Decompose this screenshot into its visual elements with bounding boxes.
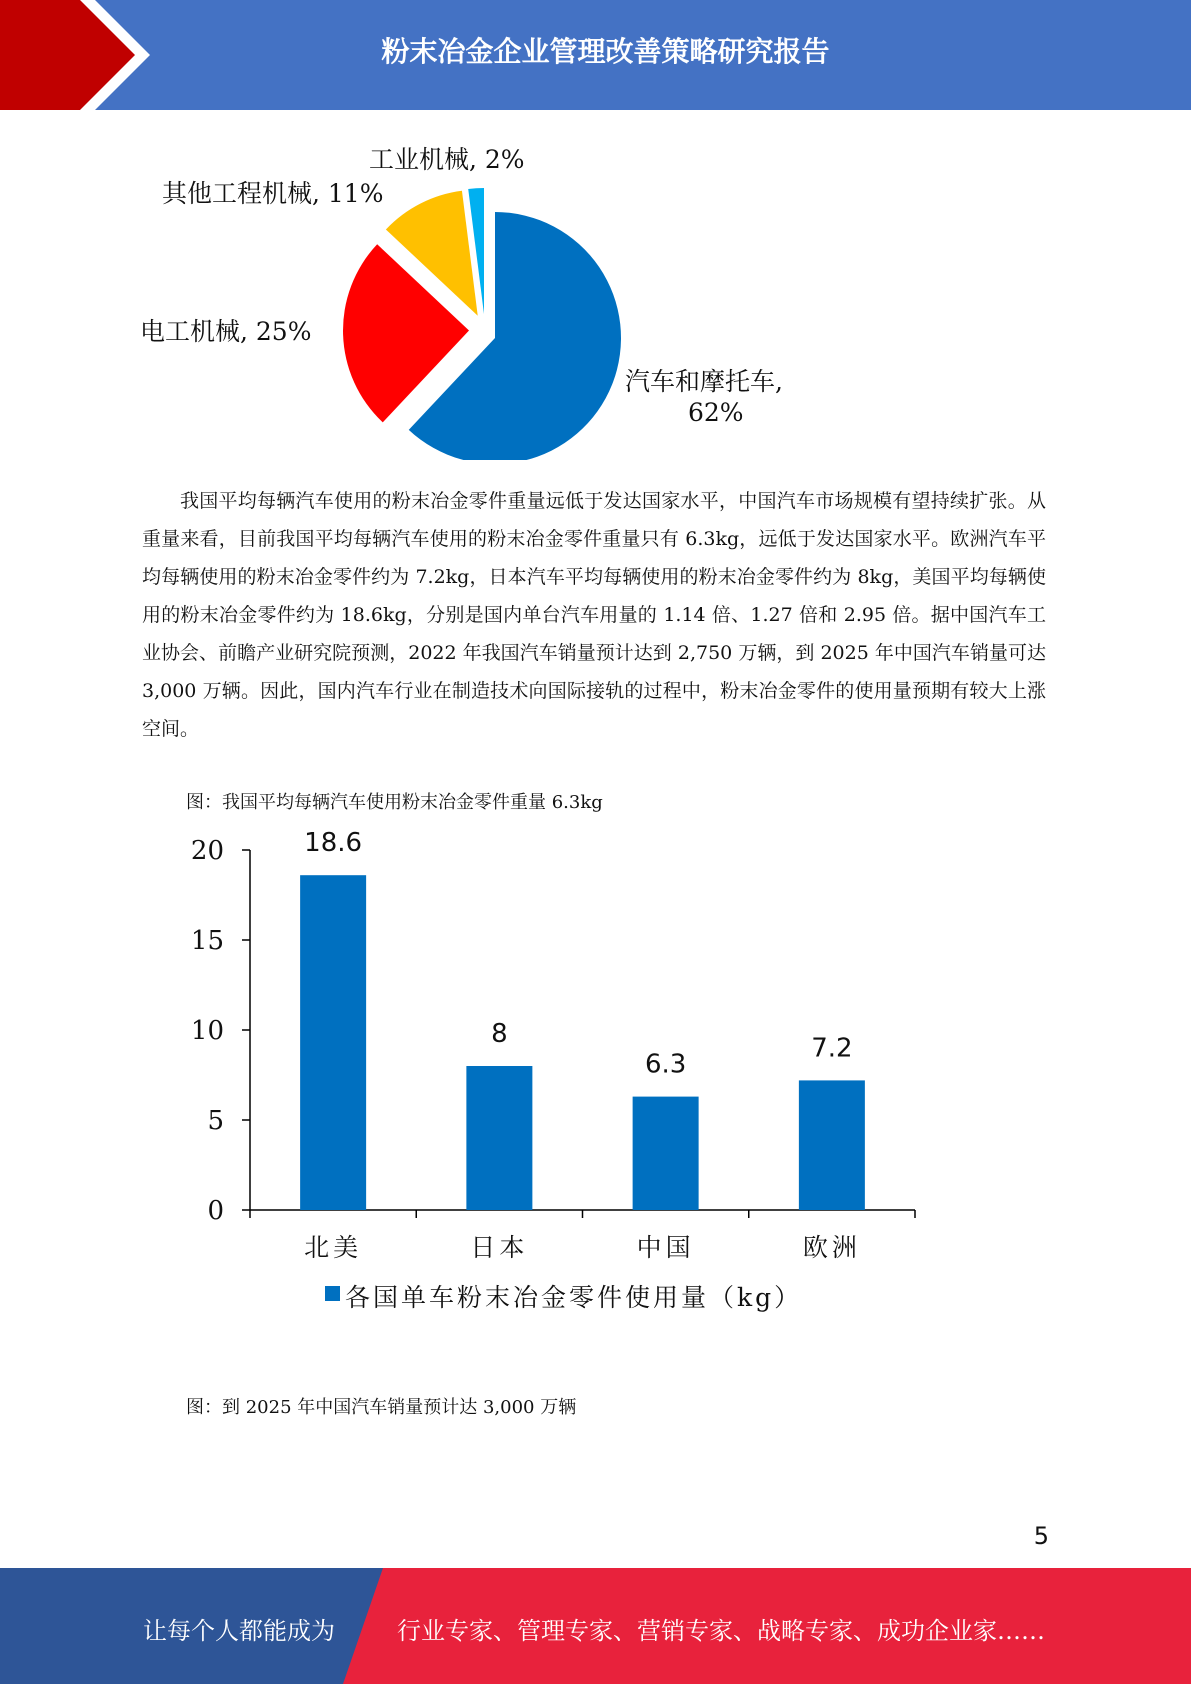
pie-chart xyxy=(120,130,840,460)
body-paragraph xyxy=(142,482,1046,748)
bar-value-label: 7.2 xyxy=(811,1033,853,1064)
pie-label-auto-value: 62% xyxy=(688,398,744,427)
paragraph-text: 我国平均每辆汽车使用的粉末冶金零件重量远低于发达国家水平，中国汽车市场规模有望持续扩张。从重量来看，目前我国平均每辆汽车使用的粉末冶金零件重量只有 6.3kg，远低于发达国家水平。欧洲汽车平均每辆使用的粉末冶金零件约为 7.2kg，日本汽车平均每辆使用的粉末冶金零件约为 8kg，美国平均每辆使用的粉末冶金零件约为 18.6kg，分别是国内单台汽车用量的 1.14 倍、1.27 倍和 2.95 倍。据中国汽车工业协会、前瞻产业研究院预测，2022 年我国汽车销量预计达到 2,750 万辆，到 2025 年中国汽车销量可达 3,000 万辆。因此，国内汽车行业在制造技术向国际接轨的过程中，粉末冶金零件的使用量预期有较大上涨空间。 xyxy=(142,490,1046,740)
pie-label-auto: 汽车和摩托车, xyxy=(625,367,783,396)
page-header xyxy=(0,0,1191,110)
footer-slogan-right: 行业专家、管理专家、营销专家、战略专家、成功企业家…… xyxy=(397,1617,1045,1645)
bar-chart-svg xyxy=(180,820,940,1340)
y-tick-label: 20 xyxy=(190,836,224,866)
footer-slogan-left: 让每个人都能成为 xyxy=(143,1617,335,1645)
figure-caption-2: 图：到 2025 年中国汽车销量预计达 3,000 万辆 xyxy=(186,1397,577,1418)
bar-2 xyxy=(633,1097,699,1210)
pie-label-industrial: 工业机械, 2% xyxy=(369,145,525,174)
bar-0 xyxy=(300,875,366,1210)
report-title: 粉末冶金企业管理改善策略研究报告 xyxy=(381,35,830,68)
bar-chart xyxy=(180,820,940,1340)
figure-caption-1: 图：我国平均每辆汽车使用粉末冶金零件重量 6.3kg xyxy=(186,792,603,813)
x-category-label: 日本 xyxy=(470,1233,529,1262)
pie-label-electrical: 电工机械, 25% xyxy=(140,317,312,346)
y-tick-label: 15 xyxy=(190,926,224,956)
bar-value-label: 18.6 xyxy=(304,828,363,859)
y-tick-label: 5 xyxy=(207,1106,224,1136)
x-category-label: 中国 xyxy=(636,1233,695,1262)
bar-3 xyxy=(799,1080,865,1210)
y-tick-label: 10 xyxy=(190,1016,224,1046)
x-category-label: 欧洲 xyxy=(802,1233,861,1262)
bar-1 xyxy=(466,1066,532,1210)
x-category-label: 北美 xyxy=(304,1233,363,1262)
pie-label-other-engineering: 其他工程机械, 11% xyxy=(162,179,384,208)
legend-swatch xyxy=(325,1286,340,1301)
bar-value-label: 8 xyxy=(491,1019,508,1049)
page-footer xyxy=(0,1568,1191,1684)
bar-value-label: 6.3 xyxy=(644,1049,687,1080)
y-tick-label: 0 xyxy=(207,1196,224,1226)
legend-label: 各国单车粉末冶金零件使用量（kg） xyxy=(345,1283,803,1312)
page-number: 5 xyxy=(1033,1522,1049,1550)
